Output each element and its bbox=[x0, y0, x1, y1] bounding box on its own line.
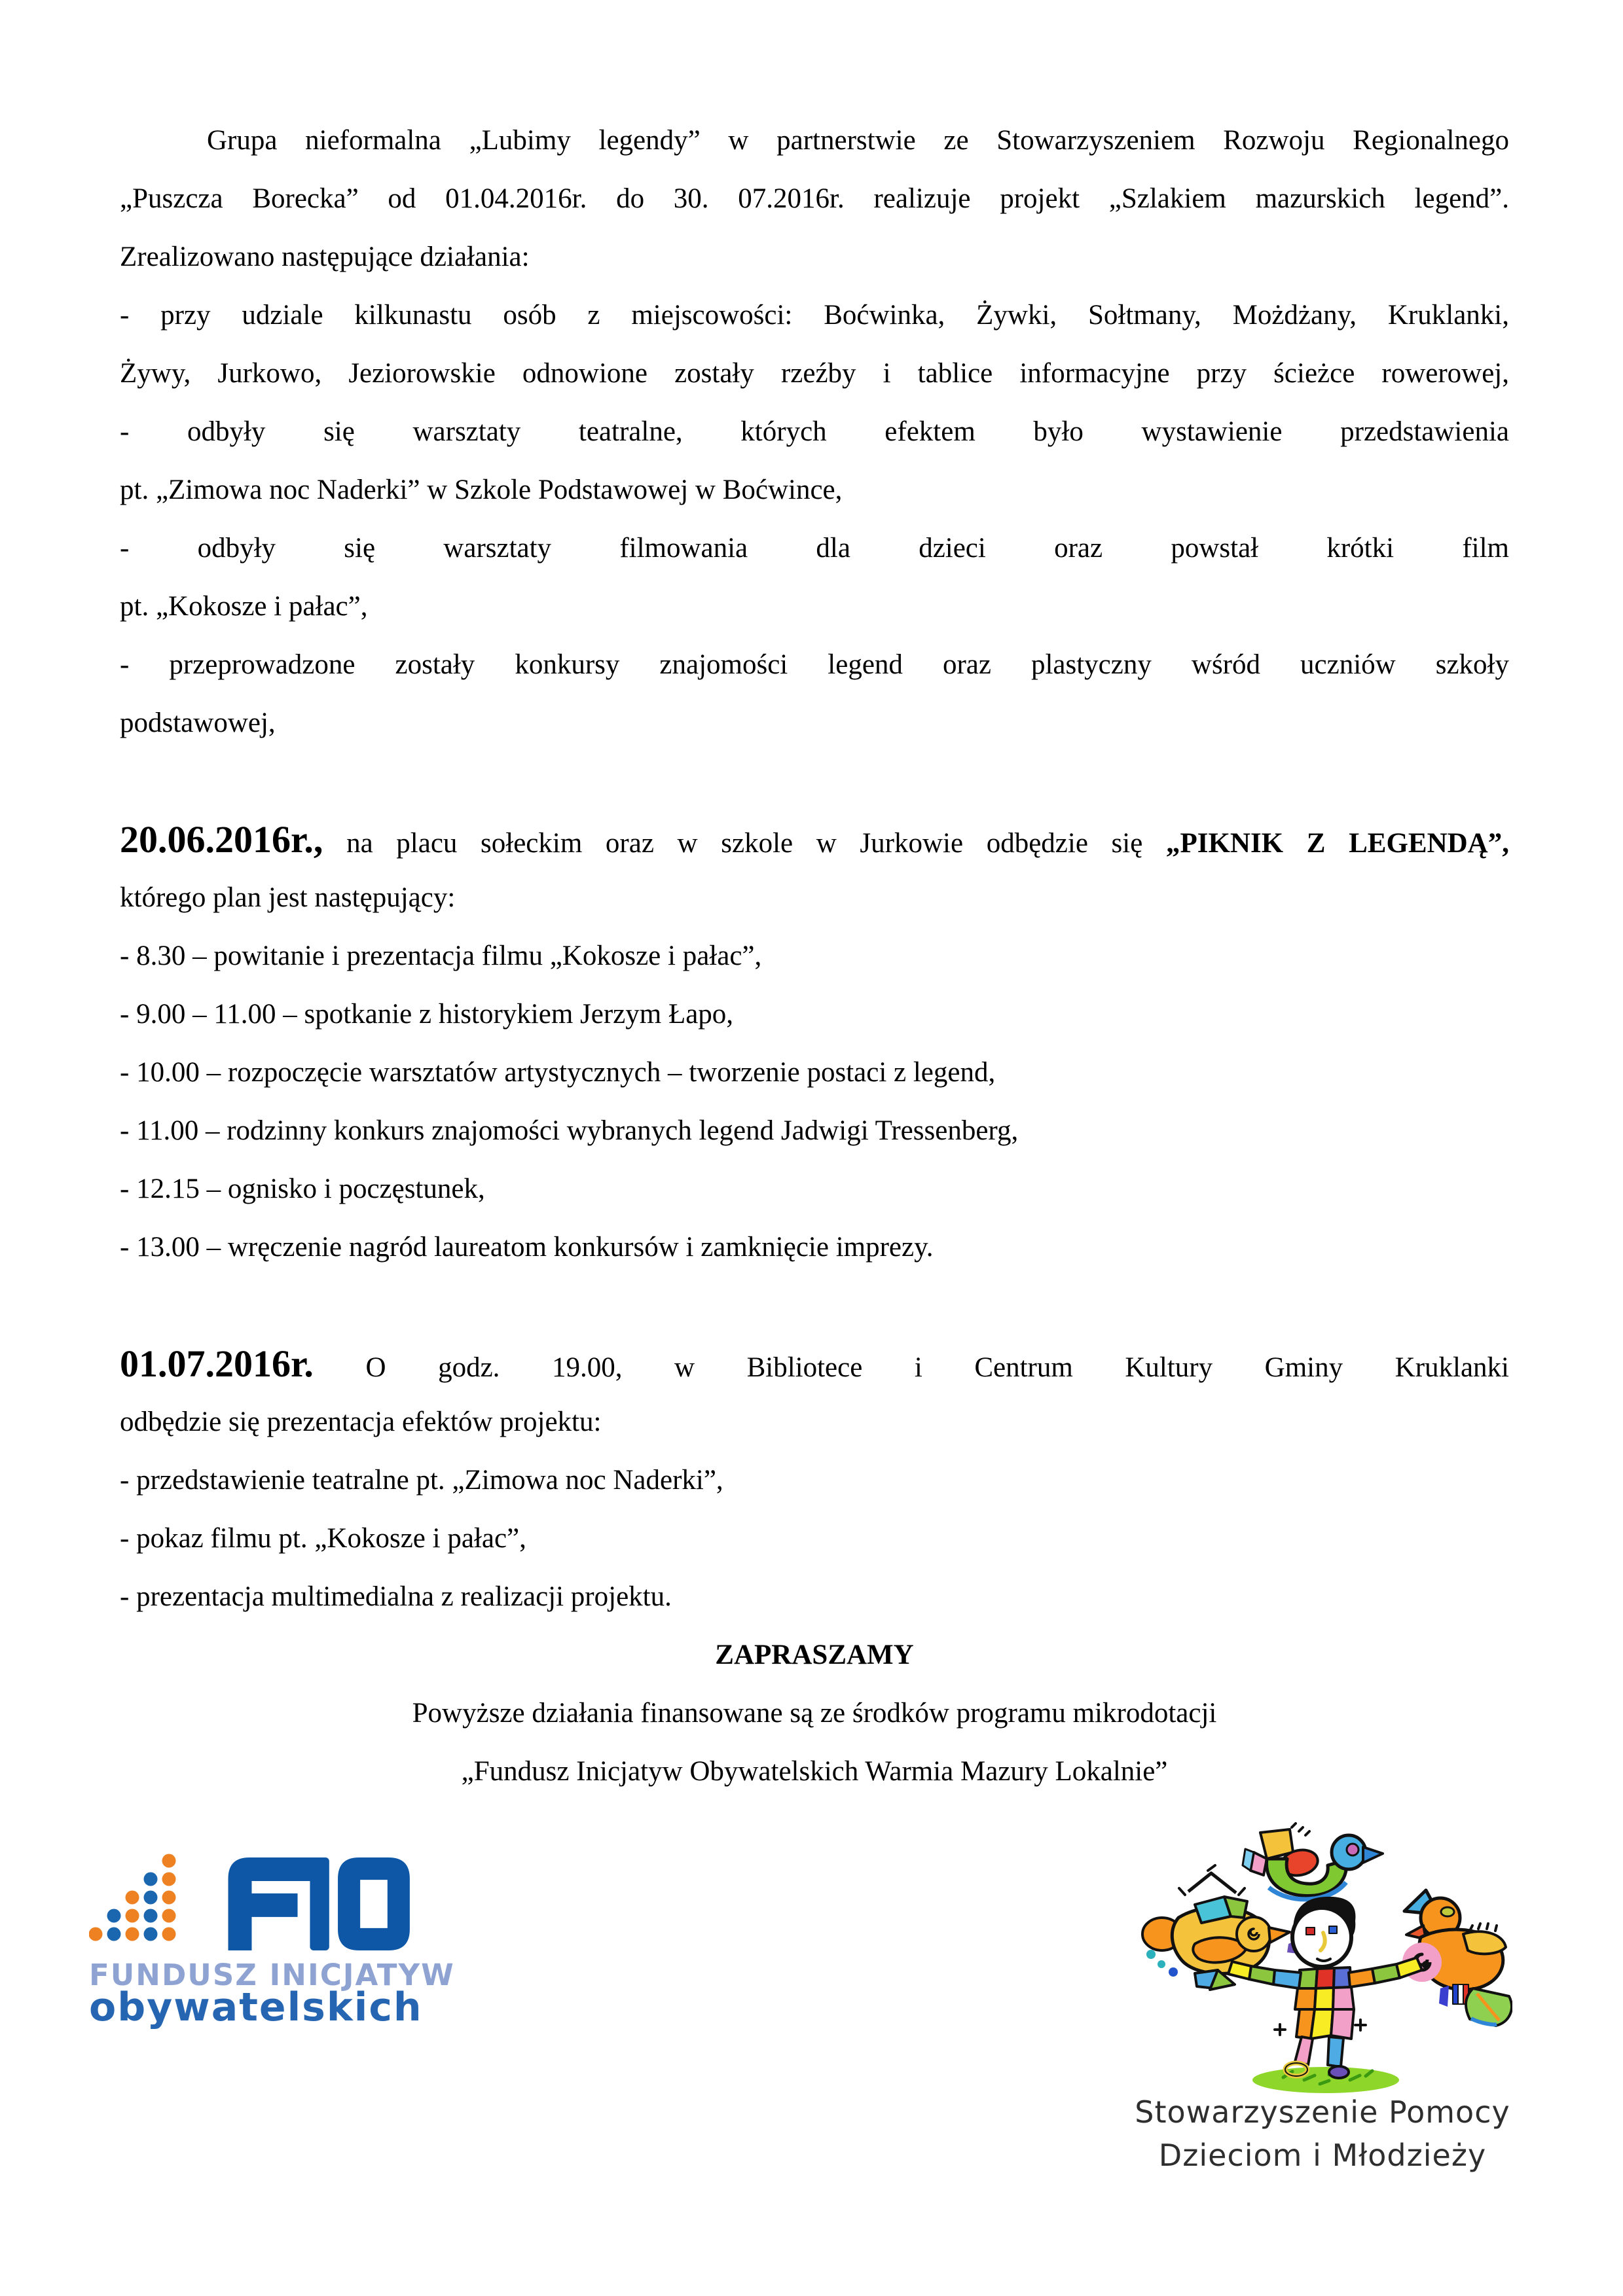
para1-line8: - odbyły się warsztaty filmowania dla dzieci oraz powstał krótki film bbox=[120, 533, 1509, 564]
right-bird bbox=[1402, 1890, 1512, 2026]
piknik-plan-intro: którego plan jest następujący: bbox=[120, 882, 456, 913]
july-headline bbox=[120, 1335, 1509, 1393]
document-body bbox=[120, 111, 1509, 1801]
top-bird bbox=[1243, 1823, 1383, 1899]
plan-item-3: - 10.00 – rozpoczęcie warsztatów artystycznych – tworzenie postaci z legend, bbox=[120, 1057, 996, 1088]
fio-dots-icon bbox=[89, 1852, 181, 1941]
para1-line11: podstawowej, bbox=[120, 708, 276, 738]
fio-wordmark-icon bbox=[226, 1857, 416, 1950]
plan-item-6: - 13.00 – wręczenie nagród laureatom konkursów i zamknięcie imprezy. bbox=[120, 1232, 934, 1263]
piknik-title: „PIKNIK Z LEGENDĄ”, bbox=[1165, 828, 1509, 859]
para1-line1: Grupa nieformalna „Lubimy legendy” w partnerstwie ze Stowarzyszeniem Rozwoju Regionalnego bbox=[207, 125, 1509, 156]
july-item-2: - pokaz filmu pt. „Kokosze i pałac”, bbox=[120, 1523, 526, 1554]
july-rest-text: O godz. 19.00, w Bibliotece i Centrum Kultury Gminy Kruklanki bbox=[365, 1352, 1510, 1383]
july-line2: odbędzie się prezentacja efektów projektu: bbox=[120, 1407, 602, 1437]
plan-item-4: - 11.00 – rodzinny konkurs znajomości wybranych legend Jadwigi Tressenberg, bbox=[120, 1115, 1019, 1146]
para1-line6: - odbyły się warsztaty teatralne, których efektem było wystawienie przedstawienia bbox=[120, 416, 1509, 447]
para1-line9: pt. „Kokosze i pałac”, bbox=[120, 591, 368, 622]
plan-item-1: - 8.30 – powitanie i prezentacja filmu „Kokosze i pałac”, bbox=[120, 941, 762, 971]
spdm-logo bbox=[1133, 1813, 1512, 2193]
spdm-caption-line1: Stowarzyszenie Pomocy bbox=[1135, 2094, 1510, 2130]
blank-line-1 bbox=[120, 752, 1509, 810]
para1-line5: Żywy, Jurkowo, Jeziorowskie odnowione zostały rzeźby i tablice informacyjne przy ścieżce rowerowej, bbox=[120, 358, 1509, 389]
invitation-line: ZAPRASZAMY bbox=[715, 1640, 914, 1670]
blank-line-2 bbox=[120, 1276, 1509, 1335]
funding-line-2: „Fundusz Inicjatyw Obywatelskich Warmia Mazury Lokalnie” bbox=[461, 1756, 1168, 1787]
para1-line2: „Puszcza Borecka” od 01.04.2016r. do 30. 07.2016r. realizuje projekt „Szlakiem mazurskich legend”. bbox=[120, 183, 1509, 214]
plan-item-5: - 12.15 – ognisko i poczęstunek, bbox=[120, 1174, 485, 1204]
piknik-middle-text: na placu sołeckim oraz w szkole w Jurkowie odbędzie się bbox=[346, 828, 1143, 859]
july-item-3: - prezentacja multimedialna z realizacji projektu. bbox=[120, 1581, 672, 1612]
july-date: 01.07.2016r. bbox=[120, 1342, 314, 1385]
piknik-date: 20.06.2016r., bbox=[120, 818, 323, 861]
para1-line10: - przeprowadzone zostały konkursy znajomości legend oraz plastyczny wśród uczniów szkoły bbox=[120, 649, 1509, 680]
fio-subtitle-line1: FUNDUSZ INICJATYW bbox=[89, 1958, 455, 1992]
para1-line7: pt. „Zimowa noc Naderki” w Szkole Podstawowej w Boćwince, bbox=[120, 475, 843, 505]
july-item-1: - przedstawienie teatralne pt. „Zimowa noc Naderki”, bbox=[120, 1465, 723, 1496]
fio-logo bbox=[85, 1846, 455, 2042]
funding-line-1: Powyższe działania finansowane są ze środków programu mikrodotacji bbox=[412, 1698, 1217, 1729]
juggler-with-birds-illustration bbox=[1133, 1813, 1512, 2094]
para1-line4: - przy udziale kilkunastu osób z miejscowości: Boćwinka, Żywki, Sołtmany, Możdżany, Kruklanki, bbox=[120, 300, 1509, 331]
piknik-headline bbox=[120, 810, 1509, 869]
plan-item-2: - 9.00 – 11.00 – spotkanie z historykiem Jerzym Łapo, bbox=[120, 999, 734, 1030]
para1-line3: Zrealizowano następujące działania: bbox=[120, 242, 530, 272]
spdm-caption-line2: Dzieciom i Młodzieży bbox=[1158, 2138, 1487, 2173]
fio-subtitle-line2: obywatelskich bbox=[89, 1984, 423, 2030]
